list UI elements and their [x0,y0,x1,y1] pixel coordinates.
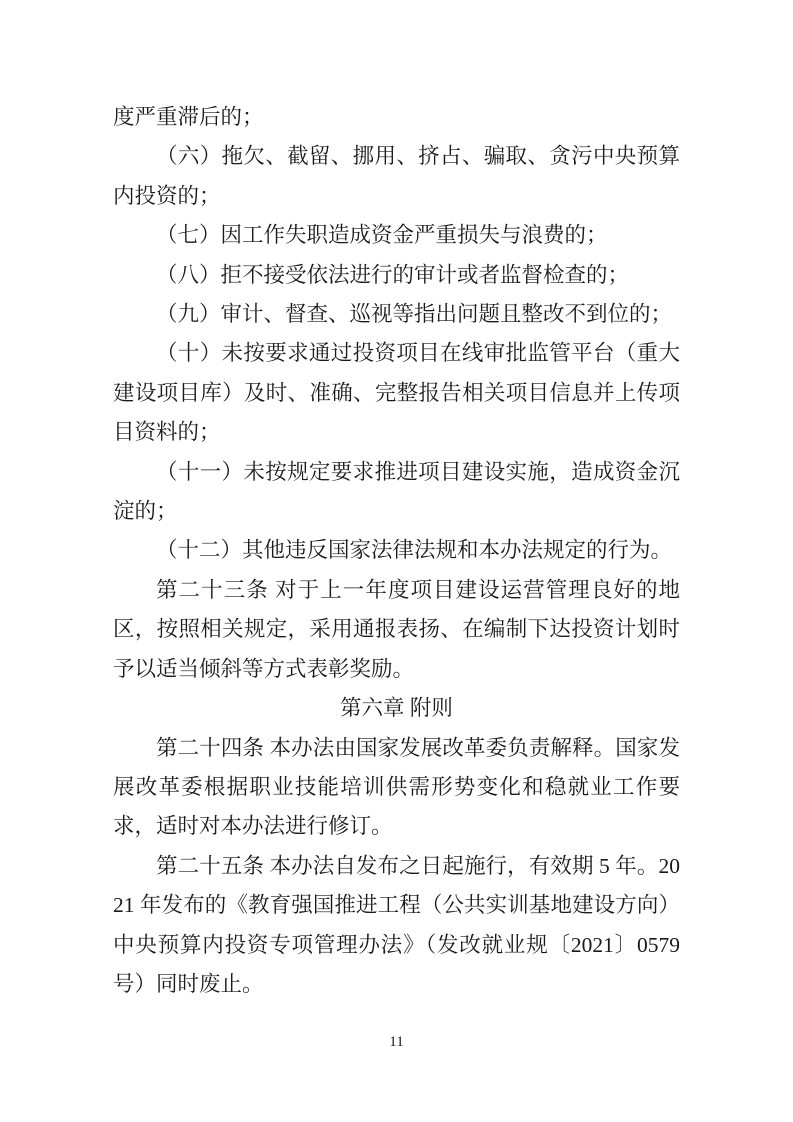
paragraph-clause-10: （十）未按要求通过投资项目在线审批监管平台（重大建设项目库）及时、准确、完整报告相关项目信息并上传项目资料的； [113,341,680,445]
page-number: 11 [389,1034,404,1050]
document-body [113,98,680,1004]
paragraph-clause-12: （十二）其他违反国家法律法规和本办法规定的行为。 [156,538,673,563]
paragraph-clause-8: （八）拒不接受依法进行的审计或者监督检查的； [156,262,630,287]
chapter-heading: 第六章 附则 [340,696,453,721]
paragraph-continuation: 度严重滞后的； [113,105,264,129]
paragraph-article-23: 第二十三条 对于上一年度项目建设运营管理良好的地区，按照相关规定，采用通报表扬、在编制下达投资计划时予以适当倾斜等方式表彰奖励。 [113,577,680,681]
paragraph-clause-9: （九）审计、督查、巡视等指出问题且整改不到位的； [156,302,673,327]
paragraph-article-24: 第二十四条 本办法由国家发展改革委负责解释。国家发展改革委根据职业技能培训供需形势变化和稳就业工作要求，适时对本办法进行修订。 [113,735,680,839]
paragraph-clause-7: （七）因工作失职造成资金严重损失与浪费的； [156,223,608,248]
paragraph-article-25: 第二十五条 本办法自发布之日起施行，有效期 5 年。2021 年发布的《教育强国推进工程（公共实训基地建设方向）中央预算内投资专项管理办法》（发改就业规〔2021〕0579 号）同时废止。 [113,853,680,996]
paragraph-clause-11: （十一）未按规定要求推进项目建设实施，造成资金沉淀的； [113,459,680,524]
paragraph-clause-6: （六）拖欠、截留、挪用、挤占、骗取、贪污中央预算内投资的； [113,144,680,208]
